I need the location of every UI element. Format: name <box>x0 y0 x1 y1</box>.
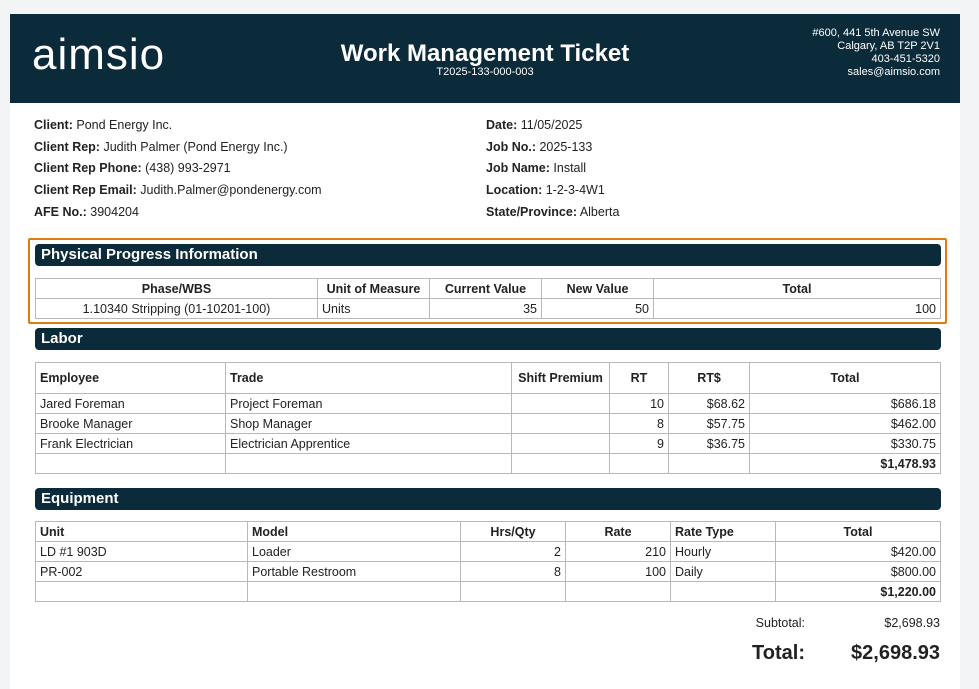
column-header: Current Value <box>430 279 542 299</box>
table-cell: 1.10340 Stripping (01-10201-100) <box>36 299 318 319</box>
table-cell: $420.00 <box>776 542 941 562</box>
grand-total-label: Total: <box>752 642 805 664</box>
table-cell: $686.18 <box>750 394 941 414</box>
field-value: Alberta <box>579 204 620 219</box>
field-label: Client Rep: <box>34 139 100 154</box>
table-header-row <box>36 279 941 299</box>
table-cell: Brooke Manager <box>36 414 226 434</box>
field-label: Client Rep Phone: <box>34 161 142 176</box>
field-label: State/Province: <box>486 204 578 219</box>
field-label: Job No.: <box>486 139 536 154</box>
field-value: 11/05/2025 <box>520 118 583 132</box>
labor-table <box>35 362 941 474</box>
table-row <box>36 394 941 414</box>
progress-section-title: Physical Progress Information <box>35 244 941 266</box>
column-header: Employee <box>36 363 226 394</box>
table-cell: 35 <box>430 299 542 319</box>
column-header: Rate Type <box>671 522 776 542</box>
state-field <box>486 202 619 224</box>
column-header: Hrs/Qty <box>461 522 566 542</box>
equipment-table <box>35 521 941 602</box>
subtotal-label: Subtotal: <box>755 616 805 630</box>
table-header-row <box>36 363 941 394</box>
table-cell: Loader <box>248 542 461 562</box>
table-cell: 8 <box>461 562 566 582</box>
field-value: Pond Energy Inc. <box>76 118 173 132</box>
table-row <box>36 562 941 582</box>
field-label: Client: <box>34 118 73 132</box>
table-cell: 9 <box>610 434 669 454</box>
phone-line: 403-451-5320 <box>871 53 940 65</box>
labor-total: $1,478.93 <box>750 454 941 474</box>
client-field <box>34 115 322 137</box>
table-cell: $57.75 <box>669 414 750 434</box>
afe-field <box>34 202 322 224</box>
column-header: RT <box>610 363 669 394</box>
page-title: Work Management Ticket <box>340 40 630 67</box>
ticket-header <box>10 14 960 103</box>
column-header: RT$ <box>669 363 750 394</box>
column-header: Model <box>248 522 461 542</box>
equipment-total: $1,220.00 <box>776 582 941 602</box>
field-value: (438) 993-2971 <box>145 161 231 176</box>
column-header: Unit <box>36 522 248 542</box>
equipment-section-title: Equipment <box>35 488 941 510</box>
column-header: Total <box>750 363 941 394</box>
table-cell: $462.00 <box>750 414 941 434</box>
table-header-row <box>36 522 941 542</box>
field-value: 3904204 <box>90 204 139 219</box>
grand-total-value: $2,698.93 <box>851 642 940 664</box>
table-cell: 50 <box>542 299 654 319</box>
field-label: Client Rep Email: <box>34 183 137 198</box>
table-cell: 210 <box>566 542 671 562</box>
table-cell: $68.62 <box>669 394 750 414</box>
table-cell: PR-002 <box>36 562 248 582</box>
table-cell: Daily <box>671 562 776 582</box>
ticket-number: T2025-133-000-003 <box>436 66 534 78</box>
column-header: Unit of Measure <box>318 279 430 299</box>
labor-section-title: Labor <box>35 328 941 350</box>
table-row <box>36 299 941 319</box>
client-info-right <box>486 115 619 224</box>
column-header: Rate <box>566 522 671 542</box>
table-cell: 2 <box>461 542 566 562</box>
table-cell: $800.00 <box>776 562 941 582</box>
column-header: Phase/WBS <box>36 279 318 299</box>
table-cell: 8 <box>610 414 669 434</box>
job-no-field <box>486 137 619 159</box>
table-cell: 100 <box>654 299 941 319</box>
table-cell: LD #1 903D <box>36 542 248 562</box>
client-info-left <box>34 115 322 224</box>
client-rep-field <box>34 137 322 159</box>
column-header: Total <box>776 522 941 542</box>
date-field <box>486 115 619 137</box>
table-cell: Frank Electrician <box>36 434 226 454</box>
field-value: 2025-133 <box>539 139 593 154</box>
field-label: AFE No.: <box>34 204 87 219</box>
table-total-row <box>36 454 941 474</box>
field-label: Date: <box>486 118 518 132</box>
field-value: Judith.Palmer@pondenergy.com <box>140 183 322 198</box>
subtotal-value: $2,698.93 <box>884 616 940 630</box>
progress-table <box>35 278 941 319</box>
table-total-row <box>36 582 941 602</box>
job-name-field <box>486 158 619 180</box>
table-cell <box>512 434 610 454</box>
table-cell: $330.75 <box>750 434 941 454</box>
client-rep-email-field <box>34 180 322 202</box>
location-field <box>486 180 619 202</box>
table-cell: Portable Restroom <box>248 562 461 582</box>
column-header: New Value <box>542 279 654 299</box>
address-line: #600, 441 5th Avenue SW <box>812 27 940 39</box>
client-rep-phone-field <box>34 158 322 180</box>
table-cell: $36.75 <box>669 434 750 454</box>
table-cell: Project Foreman <box>226 394 512 414</box>
table-cell: Electrician Apprentice <box>226 434 512 454</box>
table-cell: 100 <box>566 562 671 582</box>
company-logo: aimsio <box>32 30 166 79</box>
field-label: Job Name: <box>486 161 550 176</box>
company-address <box>812 27 940 79</box>
field-value: Judith Palmer (Pond Energy Inc.) <box>103 139 288 154</box>
table-cell: Hourly <box>671 542 776 562</box>
column-header: Shift Premium <box>512 363 610 394</box>
table-cell: Jared Foreman <box>36 394 226 414</box>
table-cell: Shop Manager <box>226 414 512 434</box>
column-header: Trade <box>226 363 512 394</box>
address-line: Calgary, AB T2P 2V1 <box>837 40 940 52</box>
column-header: Total <box>654 279 941 299</box>
ticket-page <box>10 14 960 689</box>
table-cell <box>512 394 610 414</box>
table-cell: Units <box>318 299 430 319</box>
email-line: sales@aimsio.com <box>847 66 940 78</box>
field-value: Install <box>553 161 587 176</box>
table-row <box>36 542 941 562</box>
field-value: 1-2-3-4W1 <box>545 183 605 198</box>
field-label: Location: <box>486 183 543 198</box>
table-row <box>36 434 941 454</box>
table-cell <box>512 414 610 434</box>
table-row <box>36 414 941 434</box>
table-cell: 10 <box>610 394 669 414</box>
